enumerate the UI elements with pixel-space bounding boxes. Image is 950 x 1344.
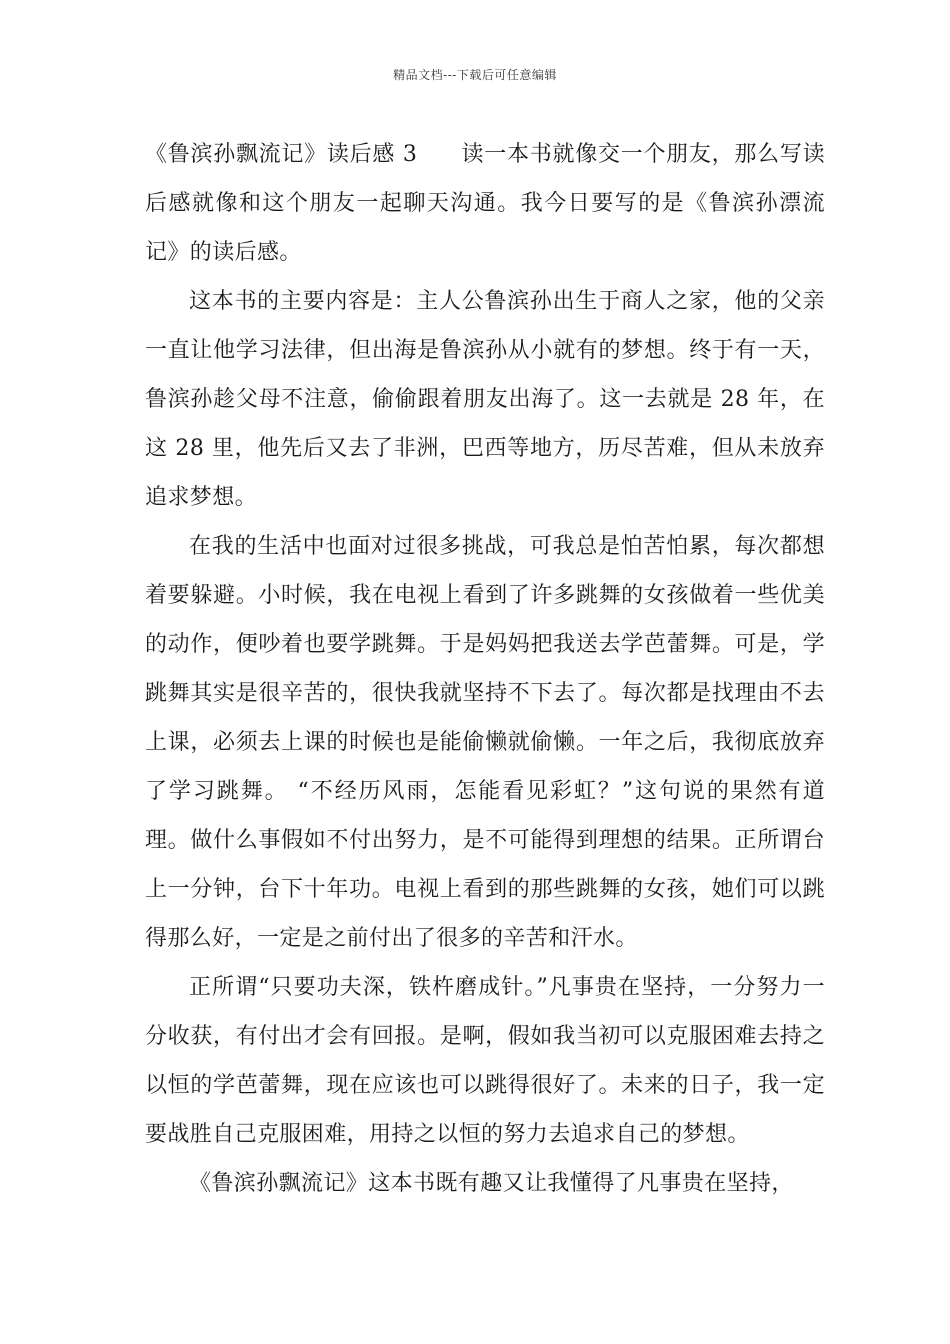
paragraph-5: 《鲁滨孙飘流记》这本书既有趣又让我懂得了凡事贵在坚持， — [189, 1171, 794, 1196]
paragraph-3: 在我的生活中也面对过很多挑战，可我总是怕苦怕累，每次都想着要躲避。小时候，我在电视上看到了许多跳舞的女孩做着一些优美的动作，便吵着也要学跳舞。于是妈妈把我送去学芭蕾舞。可是，学跳舞其实是很辛苦的，很快我就坚持不下去了。每次都是找理由不去上课，必须去上课的时候也是能偷懒就偷懒。一年之后，我彻底放弃了学习跳舞。 “不经历风雨，怎能看见彩虹？”这句说的果然有道理。做什么事假如不付出努力，是不可能得到理想的结果。正所谓台上一分钟，台下十年功。电视上看到的那些跳舞的女孩，她们可以跳得那么好，一定是之前付出了很多的辛苦和汗水。 — [145, 534, 825, 951]
document-body — [145, 130, 825, 1208]
paragraph-2: 这本书的主要内容是：主人公鲁滨孙出生于商人之家，他的父亲一直让他学习法律，但出海是鲁滨孙从小就有的梦想。终于有一天，鲁滨孙趁父母不注意，偷偷跟着朋友出海了。这一去就是 28 年，在这 28 里，他先后又去了非洲，巴西等地方，历尽苦难，但从未放弃追求梦想。 — [145, 289, 825, 510]
document-title: 《鲁滨孙飘流记》读后感 3 — [145, 142, 418, 167]
paragraph-1 — [145, 130, 825, 277]
header-note: 精品文档---下载后可任意编辑 — [393, 68, 557, 82]
paragraph-4: 正所谓“只要功夫深，铁杵磨成针。”凡事贵在坚持，一分努力一分收获，有付出才会有回报。是啊，假如我当初可以克服困难去持之以恒的学芭蕾舞，现在应该也可以跳得很好了。未来的日子，我一定要战胜自己克服困难，用持之以恒的努力去追求自己的梦想。 — [145, 975, 825, 1147]
paragraph-1-text: 读一本书就像交一个朋友，那么写读后感就像和这个朋友一起聊天沟通。我今日要写的是《鲁滨孙漂流记》的读后感。 — [145, 142, 825, 265]
